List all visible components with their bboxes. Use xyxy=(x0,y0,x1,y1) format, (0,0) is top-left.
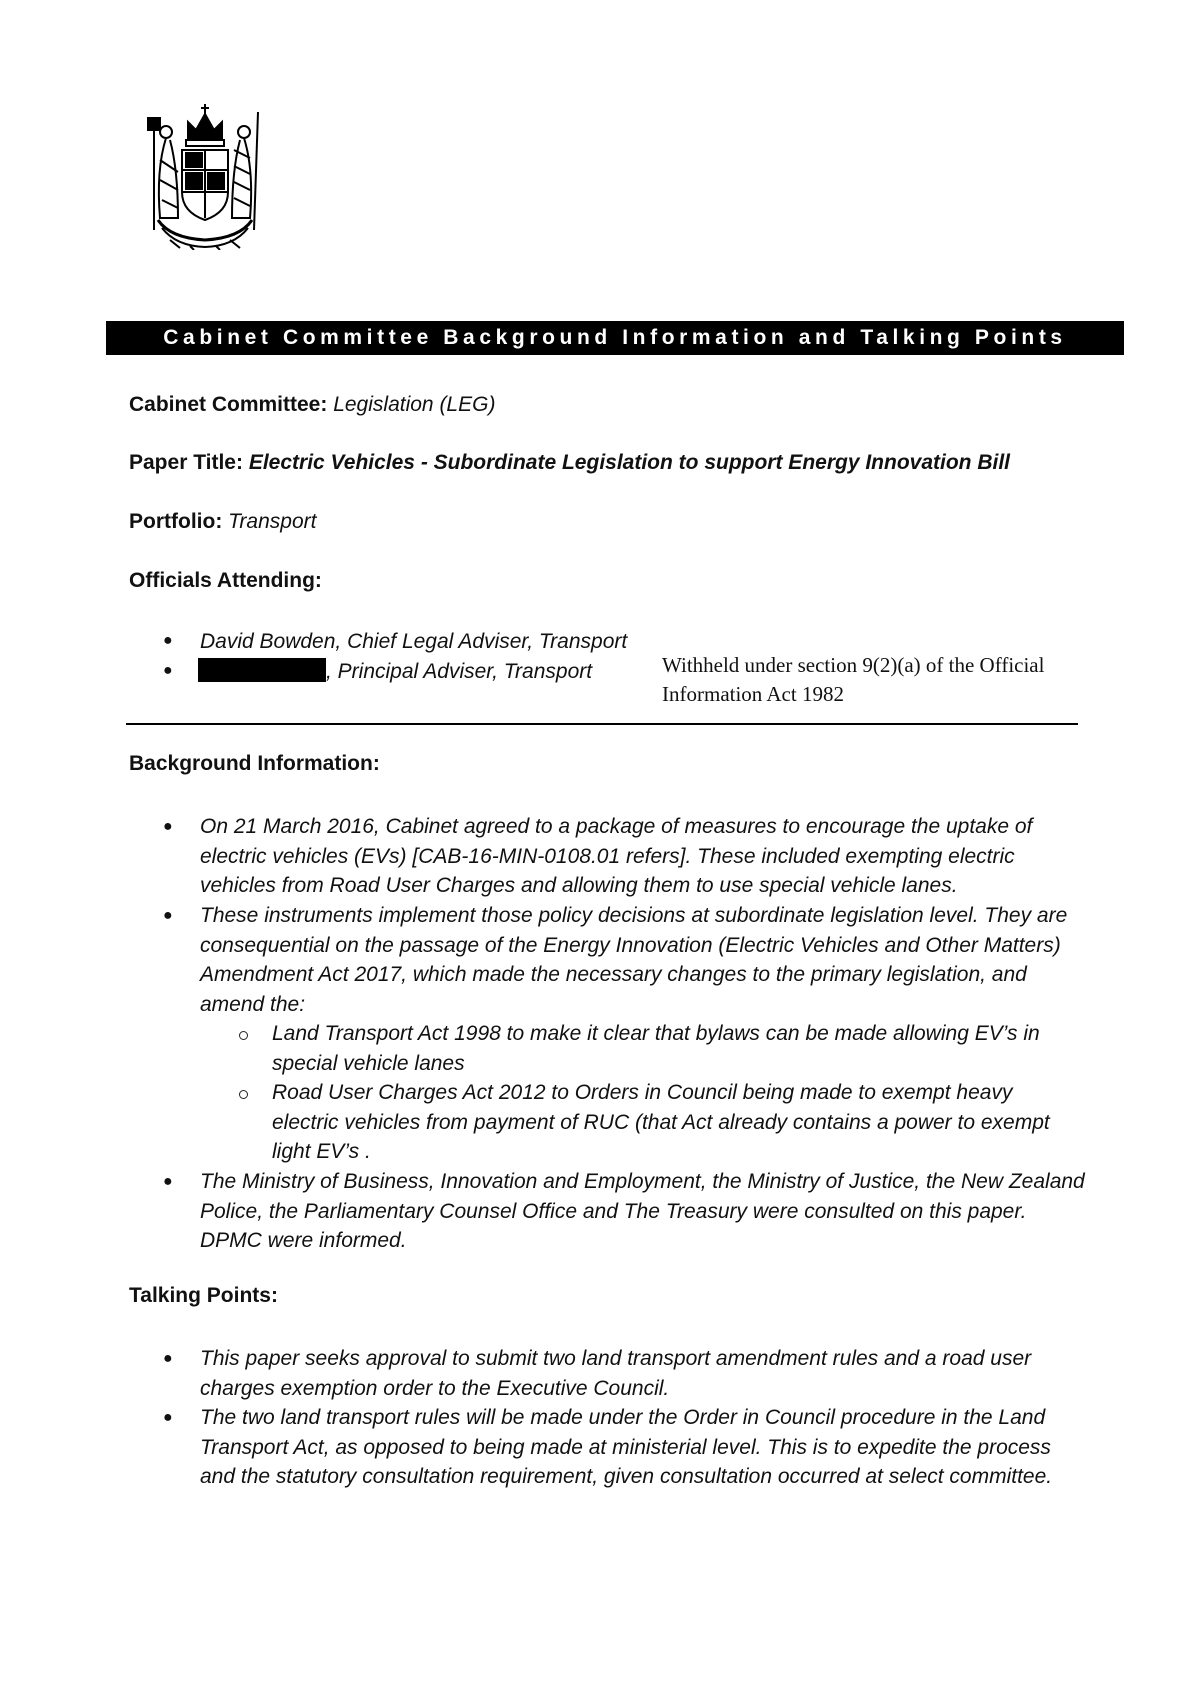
bullet-icon: ● xyxy=(163,632,173,649)
background-item: On 21 March 2016, Cabinet agreed to a package of measures to encourage the uptake of electric vehicles (EVs) [CAB-16-MIN-0108.01 refers]. These included exempting electric vehicles from Road User Charges and allowing them to use special vehicle lanes. xyxy=(200,815,1033,898)
portfolio-value: Transport xyxy=(228,510,317,533)
background-item: The Ministry of Business, Innovation and Employment, the Ministry of Justice, the New Zealand Police, the Parliamentary Counsel Office and The Treasury were consulted on this paper. DPMC were informed. xyxy=(200,1170,1085,1253)
talking-points-heading: Talking Points: xyxy=(129,1284,278,1307)
redaction-block xyxy=(198,658,326,682)
portfolio-field xyxy=(129,510,316,534)
official-item: David Bowden, Chief Legal Adviser, Transport xyxy=(200,630,628,653)
bullet-icon: ● xyxy=(163,818,173,835)
bullet-icon: ● xyxy=(163,1350,173,1367)
coat-of-arms-emblem xyxy=(130,100,280,250)
committee-value: Legislation (LEG) xyxy=(333,393,496,416)
talking-point-item: This paper seeks approval to submit two land transport amendment rules and a road user charges exemption order to the Executive Council. xyxy=(200,1347,1032,1400)
bullet-icon: ● xyxy=(163,662,173,679)
withheld-note: Withheld under section 9(2)(a) of the Official Information Act 1982 xyxy=(662,653,1045,706)
paper-title-field xyxy=(129,451,1010,475)
bullet-icon: ● xyxy=(163,1409,173,1426)
committee-field xyxy=(129,393,495,417)
paper-title-value: Electric Vehicles - Subordinate Legislation to support Energy Innovation Bill xyxy=(248,451,1010,474)
background-sub-item: Road User Charges Act 2012 to Orders in Council being made to exempt heavy electric vehicles from payment of RUC (that Act already contains a power to exempt light EV’s . xyxy=(272,1081,1050,1164)
background-item: These instruments implement those policy decisions at subordinate legislation level. They are consequential on the passage of the Energy Innovation (Electric Vehicles and Other Matters) Amendment Act 2017, which made the necessary changes to the primary legislation, and amend the: xyxy=(200,904,1068,1017)
officials-heading: Officials Attending: xyxy=(129,569,322,592)
bullet-icon: ● xyxy=(163,1173,173,1190)
official-item xyxy=(198,657,592,687)
official-item-text: , Principal Adviser, Transport xyxy=(326,660,593,683)
talking-point-item: The two land transport rules will be made under the Order in Council procedure in the Land Transport Act, as opposed to being made at ministerial level. This is to expedite the process and the statutory consultation requirement, given consultation occurred at select committee. xyxy=(200,1406,1053,1489)
paper-title-label: Paper Title: xyxy=(129,451,243,474)
portfolio-label: Portfolio: xyxy=(129,510,223,533)
sub-bullet-icon xyxy=(239,1031,248,1040)
section-divider xyxy=(126,723,1078,725)
background-sub-item: Land Transport Act 1998 to make it clear that bylaws can be made allowing EV’s in special vehicle lanes xyxy=(272,1022,1040,1075)
bullet-icon: ● xyxy=(163,907,173,924)
document-title-banner: Cabinet Committee Background Information and Talking Points xyxy=(106,321,1124,355)
background-heading: Background Information: xyxy=(129,752,380,775)
committee-label: Cabinet Committee: xyxy=(129,393,328,416)
sub-bullet-icon xyxy=(239,1090,248,1099)
